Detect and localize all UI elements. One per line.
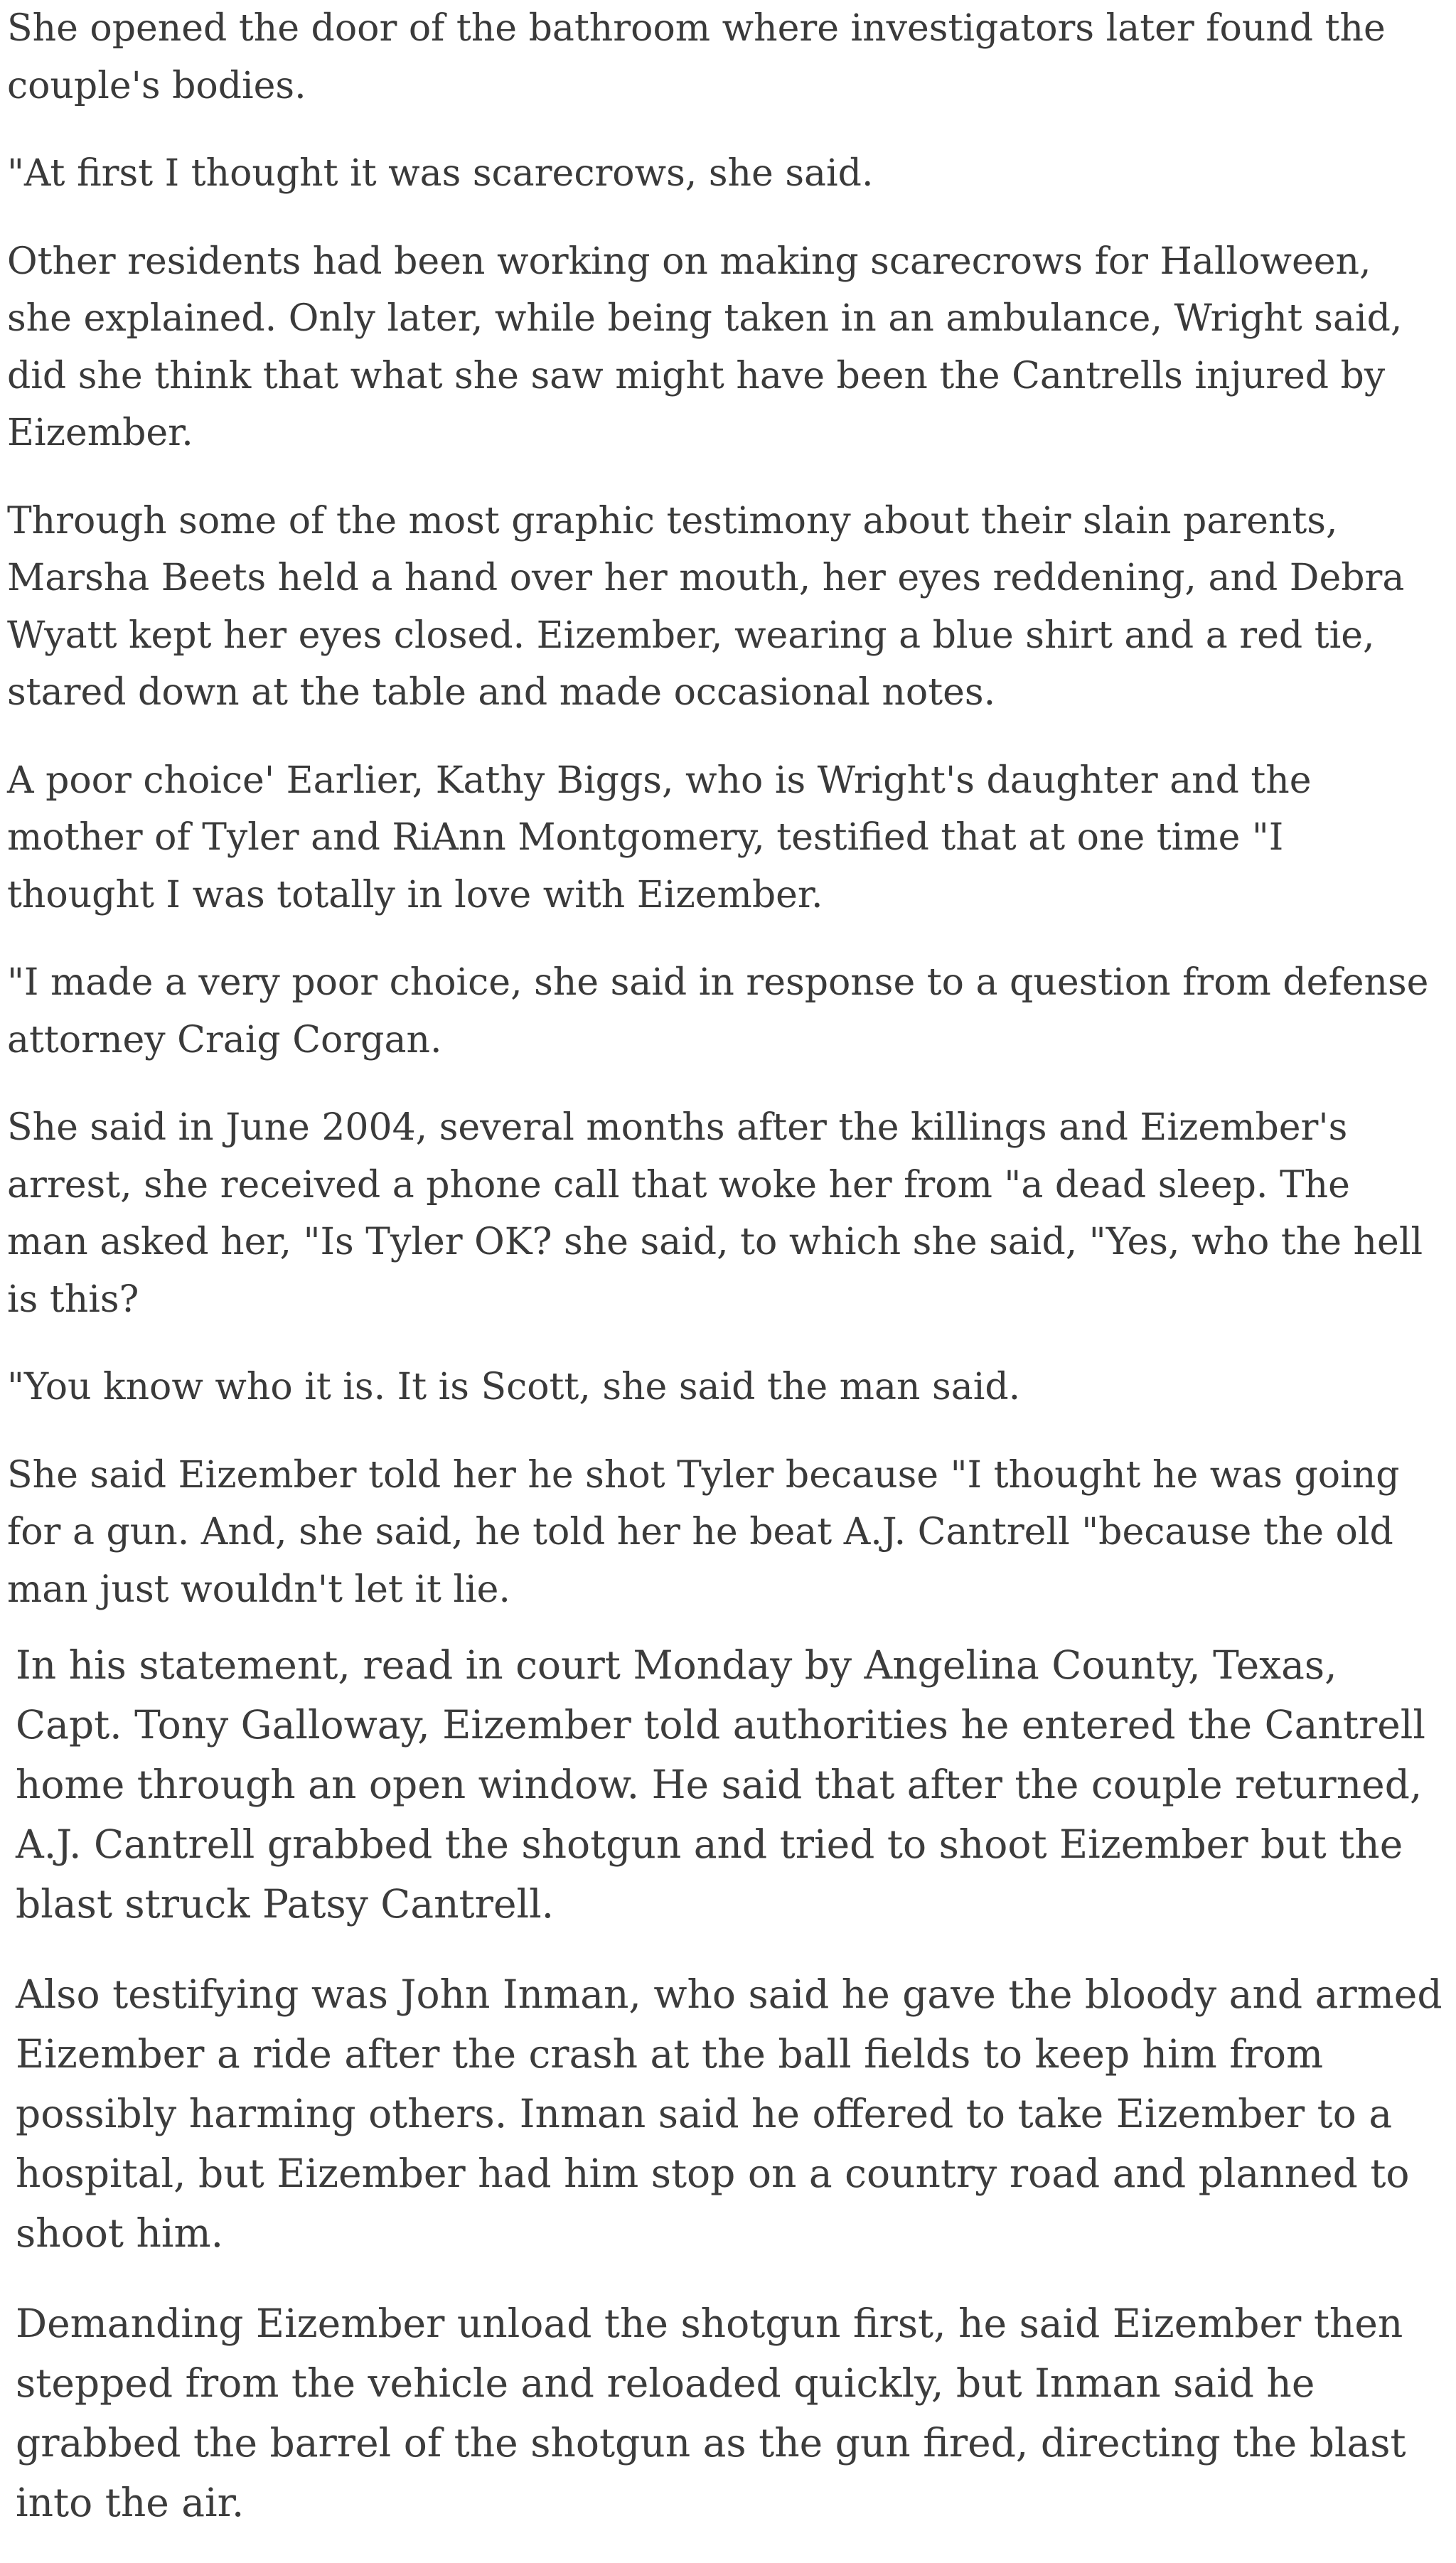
- article-text-block-bottom: [16, 1635, 1445, 2563]
- paragraph-defense-attorney: "I made a very poor choice, she said in response to a question from defense attorney Craig Corgan.: [7, 961, 1429, 1061]
- paragraph-scarecrows-quote: "At first I thought it was scarecrows, she said.: [7, 152, 874, 195]
- paragraph-poor-choice: A poor choice' Earlier, Kathy Biggs, who is Wright's daughter and the mother of Tyler and RiAnn Montgomery, testified that at one time "I thought I was totally in love with Eizember.: [7, 759, 1312, 916]
- paragraph-phone-call: She said in June 2004, several months after the killings and Eizember's arrest, she received a phone call that woke her from "a dead sleep. The man asked her, "Is Tyler OK? she said, to which she said, "Yes, who the hell is this?: [7, 1106, 1423, 1321]
- paragraph-graphic-testimony: Through some of the most graphic testimony about their slain parents, Marsha Beets held a hand over her mouth, her eyes reddening, and Debra Wyatt kept her eyes closed. Eizember, wearing a blue shirt and a red tie, stared down at the table and made occasional notes.: [7, 499, 1405, 714]
- paragraph-statement: In his statement, read in court Monday by Angelina County, Texas, Capt. Tony Galloway, Eizember told authorities he entered the Cantrell home through an open window. He said that after the couple returned, A.J. Cantrell grabbed the shotgun and tried to shoot Eizember but the blast struck Patsy Cantrell.: [16, 1642, 1425, 1927]
- paragraph-halloween: Other residents had been working on making scarecrows for Halloween, she explained. Only later, while being taken in an ambulance, Wright said, did she think that what she saw might have been the Cantrells injured by Eizember.: [7, 240, 1403, 454]
- paragraph-scott: "You know who it is. It is Scott, she said the man said.: [7, 1366, 1021, 1408]
- paragraph-bathroom: She opened the door of the bathroom where investigators later found the couple's bodies.: [7, 7, 1386, 107]
- paragraph-shotgun-blast: Demanding Eizember unload the shotgun first, he said Eizember then stepped from the vehicle and reloaded quickly, but Inman said he grabbed the barrel of the shotgun as the gun fired, directing the blast into the air.: [16, 2301, 1406, 2525]
- paragraph-john-inman: Also testifying was John Inman, who said he gave the bloody and armed Eizember a ride after the crash at the ball fields to keep him from possibly harming others. Inman said he offered to take Eizember to a hospital, but Eizember had him stop on a country road and planned to shoot him.: [16, 1971, 1442, 2256]
- article-text-block-top: [7, 0, 1436, 1649]
- paragraph-shot-tyler: She said Eizember told her he shot Tyler because "I thought he was going for a gun. And, she said, he told her he beat A.J. Cantrell "because the old man just wouldn't let it lie.: [7, 1453, 1400, 1611]
